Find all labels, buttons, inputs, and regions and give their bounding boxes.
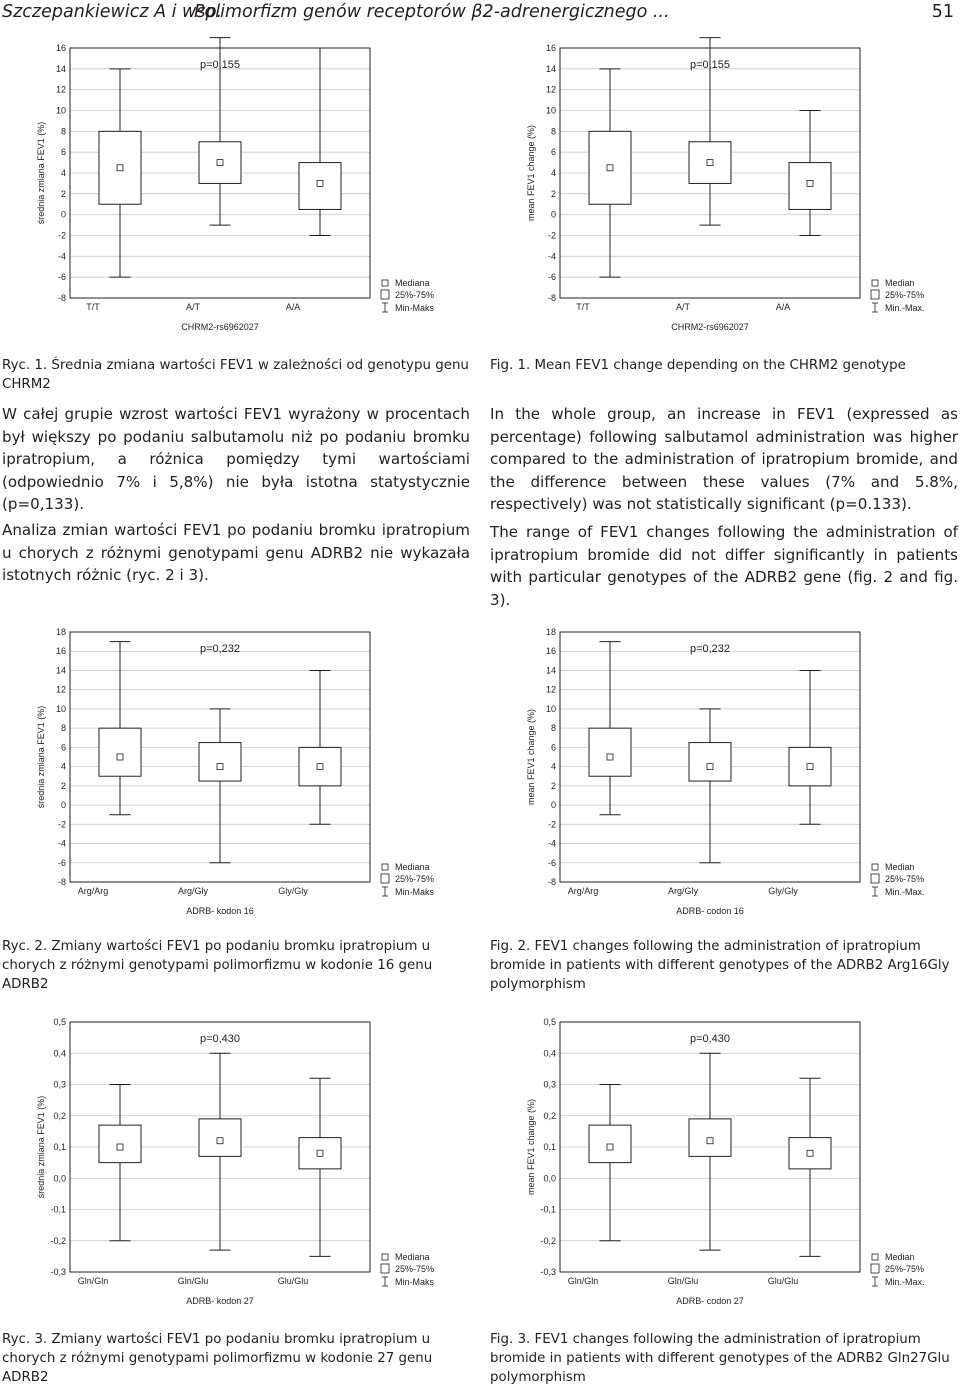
- y-tick-label: 14: [55, 63, 66, 74]
- y-tick-label: -6: [547, 272, 556, 283]
- y-tick-label: -8: [57, 293, 66, 303]
- y-tick-label: 8: [550, 723, 556, 734]
- y-tick-label: -0,3: [50, 1267, 66, 1277]
- y-tick-label: 10: [55, 105, 66, 116]
- y-tick-label: 0,5: [53, 1017, 66, 1027]
- figure-2-caption-english: Fig. 2. FEV1 changes following the administration of ipratropium bromide in patients with different genotypes of the ADRB2 Arg16Gly polymorphism: [490, 939, 950, 992]
- y-tick-label: 0: [60, 209, 66, 220]
- y-tick-label: 14: [545, 665, 556, 676]
- legend-median-icon: [872, 864, 878, 870]
- y-tick-label: 8: [550, 126, 556, 137]
- y-axis-label: mean FEV1 change (%): [526, 124, 536, 222]
- legend-range-label: Min-Maks: [395, 1277, 435, 1287]
- y-tick-label: 6: [60, 742, 66, 753]
- paragraph-polish-2: Analiza zmian wartości FEV1 po podaniu bromku ipratropium u chorych z różnymi genotypami genu ADRB2 nie wykazała istotnych różnic (ryc. 2 i 3).: [2, 521, 470, 584]
- p-value-label: p=0,430: [689, 1033, 731, 1045]
- y-tick-label: 8: [60, 126, 66, 137]
- legend-box-label: 25%-75%: [885, 290, 925, 300]
- median-marker: [217, 1138, 223, 1144]
- y-tick-label: -0,1: [540, 1204, 556, 1215]
- y-tick-label: 0,5: [543, 1017, 556, 1027]
- legend-median-icon: [382, 864, 388, 870]
- y-axis-label: średnia zmiana FEV1 (%): [36, 705, 46, 809]
- legend-median-label: Mediana: [395, 862, 430, 872]
- y-tick-label: -4: [57, 838, 66, 849]
- y-tick-label: 0,4: [53, 1048, 66, 1059]
- y-tick-label: 10: [545, 703, 556, 714]
- legend-median-label: Median: [885, 278, 915, 288]
- figure-3-caption-english: Fig. 3. FEV1 changes following the administration of ipratropium bromide in patients with different genotypes of the ADRB2 Gln27Glu polymorphism: [490, 1332, 950, 1385]
- median-marker: [707, 160, 713, 166]
- y-axis-label: mean FEV1 change (%): [526, 1098, 536, 1196]
- running-header-title: Polimorfizm genów receptorów β2-adrenergicznego ...: [194, 2, 670, 22]
- iqr-box: [199, 743, 241, 781]
- y-tick-label: 6: [60, 147, 66, 158]
- y-tick-label: -0,2: [540, 1235, 556, 1246]
- legend-box-icon: [871, 290, 879, 299]
- p-value-label: p=0,430: [199, 1033, 241, 1045]
- y-tick-label: -8: [547, 877, 556, 887]
- median-marker: [807, 180, 813, 186]
- p-value-label: p=0,155: [199, 59, 241, 71]
- y-tick-label: -0,1: [50, 1204, 66, 1215]
- median-marker: [217, 160, 223, 166]
- legend-median-icon: [382, 1254, 388, 1260]
- x-category-label: Gly/Gly: [768, 886, 798, 896]
- legend-median-label: Median: [885, 862, 915, 872]
- x-axis-label: ADRB- codon 27: [676, 1296, 744, 1306]
- median-marker: [217, 764, 223, 770]
- y-tick-label: 12: [55, 84, 66, 95]
- y-tick-label: 2: [550, 188, 556, 199]
- figure-1-chart-english: [490, 38, 960, 338]
- legend-box-label: 25%-75%: [395, 290, 435, 300]
- iqr-box: [589, 728, 631, 776]
- legend-box-label: 25%-75%: [885, 874, 925, 884]
- x-axis-label: ADRB- codon 16: [676, 906, 744, 916]
- y-tick-label: -4: [57, 251, 66, 262]
- median-marker: [607, 754, 613, 760]
- legend-median-label: Mediana: [395, 1252, 430, 1262]
- y-tick-label: 0,1: [543, 1142, 556, 1152]
- legend-median-icon: [872, 280, 878, 286]
- figure-1-caption-english: Fig. 1. Mean FEV1 change depending on the CHRM2 genotype: [490, 358, 906, 373]
- legend-box-icon: [381, 874, 389, 883]
- y-tick-label: 2: [60, 780, 66, 791]
- legend-median-icon: [872, 1254, 878, 1260]
- y-tick-label: 0,0: [53, 1173, 66, 1184]
- median-marker: [807, 764, 813, 770]
- y-tick-label: -2: [57, 230, 66, 241]
- y-tick-label: 16: [545, 646, 556, 657]
- y-tick-label: -8: [57, 877, 66, 887]
- y-tick-label: 14: [55, 665, 66, 676]
- y-tick-label: -2: [547, 819, 556, 830]
- y-tick-label: -2: [547, 230, 556, 241]
- iqr-box: [99, 728, 141, 776]
- y-axis-label: średnia zmiana FEV1 (%): [36, 121, 46, 225]
- y-tick-label: -0,2: [50, 1235, 66, 1246]
- box-plot-svg: [490, 1012, 960, 1312]
- paragraph-polish-1: W całej grupie wzrost wartości FEV1 wyrażony w procentach był większy po podaniu salbutamolu niż po podaniu bromku ipratropium, a różnica pomiędzy tymi wartościami (odpowiednio 7% i 5,8%) nie była istotna statystycznie (p=0,133).: [2, 405, 470, 513]
- legend-box-icon: [381, 290, 389, 299]
- y-tick-label: -4: [547, 838, 556, 849]
- legend-median-label: Mediana: [395, 278, 430, 288]
- y-tick-label: 12: [55, 684, 66, 695]
- y-tick-label: 16: [545, 43, 556, 53]
- legend-range-label: Min.-Max.: [885, 1277, 925, 1287]
- running-header-authors: Szczepankiewicz A i wsp.: [2, 2, 223, 22]
- box-plot-svg: [0, 622, 470, 922]
- y-tick-label: 16: [55, 43, 66, 53]
- y-tick-label: 4: [60, 168, 66, 178]
- x-category-label: Glu/Glu: [277, 1276, 309, 1286]
- legend-box-icon: [871, 874, 879, 883]
- legend-range-label: Min-Maks: [395, 303, 435, 313]
- x-category-label: A/A: [775, 302, 791, 312]
- x-category-label: Arg/Gly: [667, 886, 699, 896]
- figure-3-chart-english: [490, 1012, 960, 1312]
- legend-box-label: 25%-75%: [395, 1264, 435, 1274]
- y-tick-label: 10: [55, 703, 66, 714]
- y-tick-label: 0,3: [543, 1079, 556, 1090]
- box-plot-svg: [490, 38, 960, 338]
- median-marker: [807, 1150, 813, 1156]
- y-tick-label: 10: [545, 105, 556, 116]
- y-tick-label: 4: [550, 761, 556, 772]
- x-category-label: Gln/Glu: [667, 1276, 699, 1286]
- legend-range-label: Min-Maks: [395, 887, 435, 897]
- y-tick-label: 14: [545, 63, 556, 74]
- x-axis-label: CHRM2-rs6962027: [181, 322, 259, 332]
- p-value-label: p=0,232: [689, 643, 731, 655]
- legend-box-icon: [871, 1264, 879, 1273]
- y-tick-label: -2: [57, 819, 66, 830]
- box-plot-svg: [0, 1012, 470, 1312]
- y-tick-label: 0,1: [53, 1142, 66, 1152]
- y-tick-label: 2: [60, 188, 66, 199]
- median-marker: [607, 165, 613, 171]
- median-marker: [117, 754, 123, 760]
- x-category-label: T/T: [86, 302, 100, 312]
- legend-median-label: Median: [885, 1252, 915, 1262]
- paragraph-english-2: The range of FEV1 changes following the administration of ipratropium bromide did not differ significantly in patients with particular genotypes of the ADRB2 gene (fig. 2 and fig. 3).: [490, 523, 958, 609]
- y-tick-label: 12: [545, 84, 556, 95]
- paragraph-english-1: In the whole group, an increase in FEV1 (expressed as percentage) following salbutamol administration was higher compared to the administration of ipratropium bromide, and the difference between these values (7% and 5.8%, respectively) was not statistically significant (p=0.133).: [490, 405, 958, 513]
- y-tick-label: 18: [55, 627, 66, 637]
- y-tick-label: 18: [545, 627, 556, 637]
- y-tick-label: 16: [55, 646, 66, 657]
- y-tick-label: 2: [550, 780, 556, 791]
- median-marker: [317, 764, 323, 770]
- x-category-label: Arg/Arg: [77, 886, 109, 896]
- y-tick-label: 0: [550, 800, 556, 811]
- figure-1-caption-polish: Ryc. 1. Średnia zmiana wartości FEV1 w zależności od genotypu genu CHRM2: [2, 358, 469, 392]
- legend-range-label: Min.-Max.: [885, 303, 925, 313]
- x-category-label: Gly/Gly: [278, 886, 308, 896]
- legend-box-label: 25%-75%: [395, 874, 435, 884]
- figure-3-caption-polish: Ryc. 3. Zmiany wartości FEV1 po podaniu bromku ipratropium u chorych z różnymi genotypami polimorfizmu w kodonie 27 genu ADRB2: [2, 1332, 433, 1385]
- figure-2-chart-english: [490, 622, 960, 922]
- iqr-box: [689, 743, 731, 781]
- median-marker: [317, 180, 323, 186]
- median-marker: [607, 1144, 613, 1150]
- figure-2-caption-polish: Ryc. 2. Zmiany wartości FEV1 po podaniu bromku ipratropium u chorych z różnymi genotypami polimorfizmu w kodonie 16 genu ADRB2: [2, 939, 433, 992]
- x-category-label: Gln/Gln: [567, 1276, 599, 1286]
- x-axis-label: CHRM2-rs6962027: [671, 322, 749, 332]
- figure-2-chart-polish: [0, 622, 470, 922]
- y-tick-label: 4: [60, 761, 66, 772]
- x-category-label: Arg/Arg: [567, 886, 599, 896]
- median-marker: [707, 764, 713, 770]
- y-tick-label: -6: [57, 857, 66, 868]
- x-category-label: Glu/Glu: [767, 1276, 799, 1286]
- legend-box-label: 25%-75%: [885, 1264, 925, 1274]
- x-axis-label: ADRB- kodon 27: [186, 1296, 254, 1306]
- median-marker: [707, 1138, 713, 1144]
- x-category-label: T/T: [576, 302, 590, 312]
- y-tick-label: 12: [545, 684, 556, 695]
- y-tick-label: -8: [547, 293, 556, 303]
- y-tick-label: -4: [547, 251, 556, 262]
- x-category-label: A/T: [675, 302, 691, 312]
- y-tick-label: 8: [60, 723, 66, 734]
- median-marker: [317, 1150, 323, 1156]
- x-category-label: Gln/Gln: [77, 1276, 109, 1286]
- y-tick-label: -0,3: [540, 1267, 556, 1277]
- y-tick-label: 0,2: [53, 1110, 66, 1121]
- y-tick-label: 0,3: [53, 1079, 66, 1090]
- p-value-label: p=0,155: [689, 59, 731, 71]
- figure-3-chart-polish: [0, 1012, 470, 1312]
- median-marker: [117, 1144, 123, 1150]
- y-tick-label: -6: [547, 857, 556, 868]
- y-axis-label: średnia zmiana FEV1 (%): [36, 1095, 46, 1199]
- x-category-label: Gln/Glu: [177, 1276, 209, 1286]
- page-number: 51: [931, 2, 954, 22]
- figure-1-chart-polish: [0, 38, 470, 338]
- legend-median-icon: [382, 280, 388, 286]
- y-tick-label: -6: [57, 272, 66, 283]
- running-header: [0, 0, 960, 30]
- x-category-label: A/A: [285, 302, 301, 312]
- x-axis-label: ADRB- kodon 16: [186, 906, 254, 916]
- y-axis-label: mean FEV1 change (%): [526, 708, 536, 806]
- x-category-label: A/T: [185, 302, 201, 312]
- legend-range-label: Min.-Max.: [885, 887, 925, 897]
- box-plot-svg: [490, 622, 960, 922]
- legend-box-icon: [381, 1264, 389, 1273]
- y-tick-label: 0,4: [543, 1048, 556, 1059]
- y-tick-label: 0: [60, 800, 66, 811]
- box-plot-svg: [0, 38, 470, 338]
- y-tick-label: 6: [550, 147, 556, 158]
- y-tick-label: 6: [550, 742, 556, 753]
- median-marker: [117, 165, 123, 171]
- p-value-label: p=0,232: [199, 643, 241, 655]
- y-tick-label: 4: [550, 168, 556, 178]
- x-category-label: Arg/Gly: [177, 886, 209, 896]
- y-tick-label: 0,0: [543, 1173, 556, 1184]
- y-tick-label: 0,2: [543, 1110, 556, 1121]
- y-tick-label: 0: [550, 209, 556, 220]
